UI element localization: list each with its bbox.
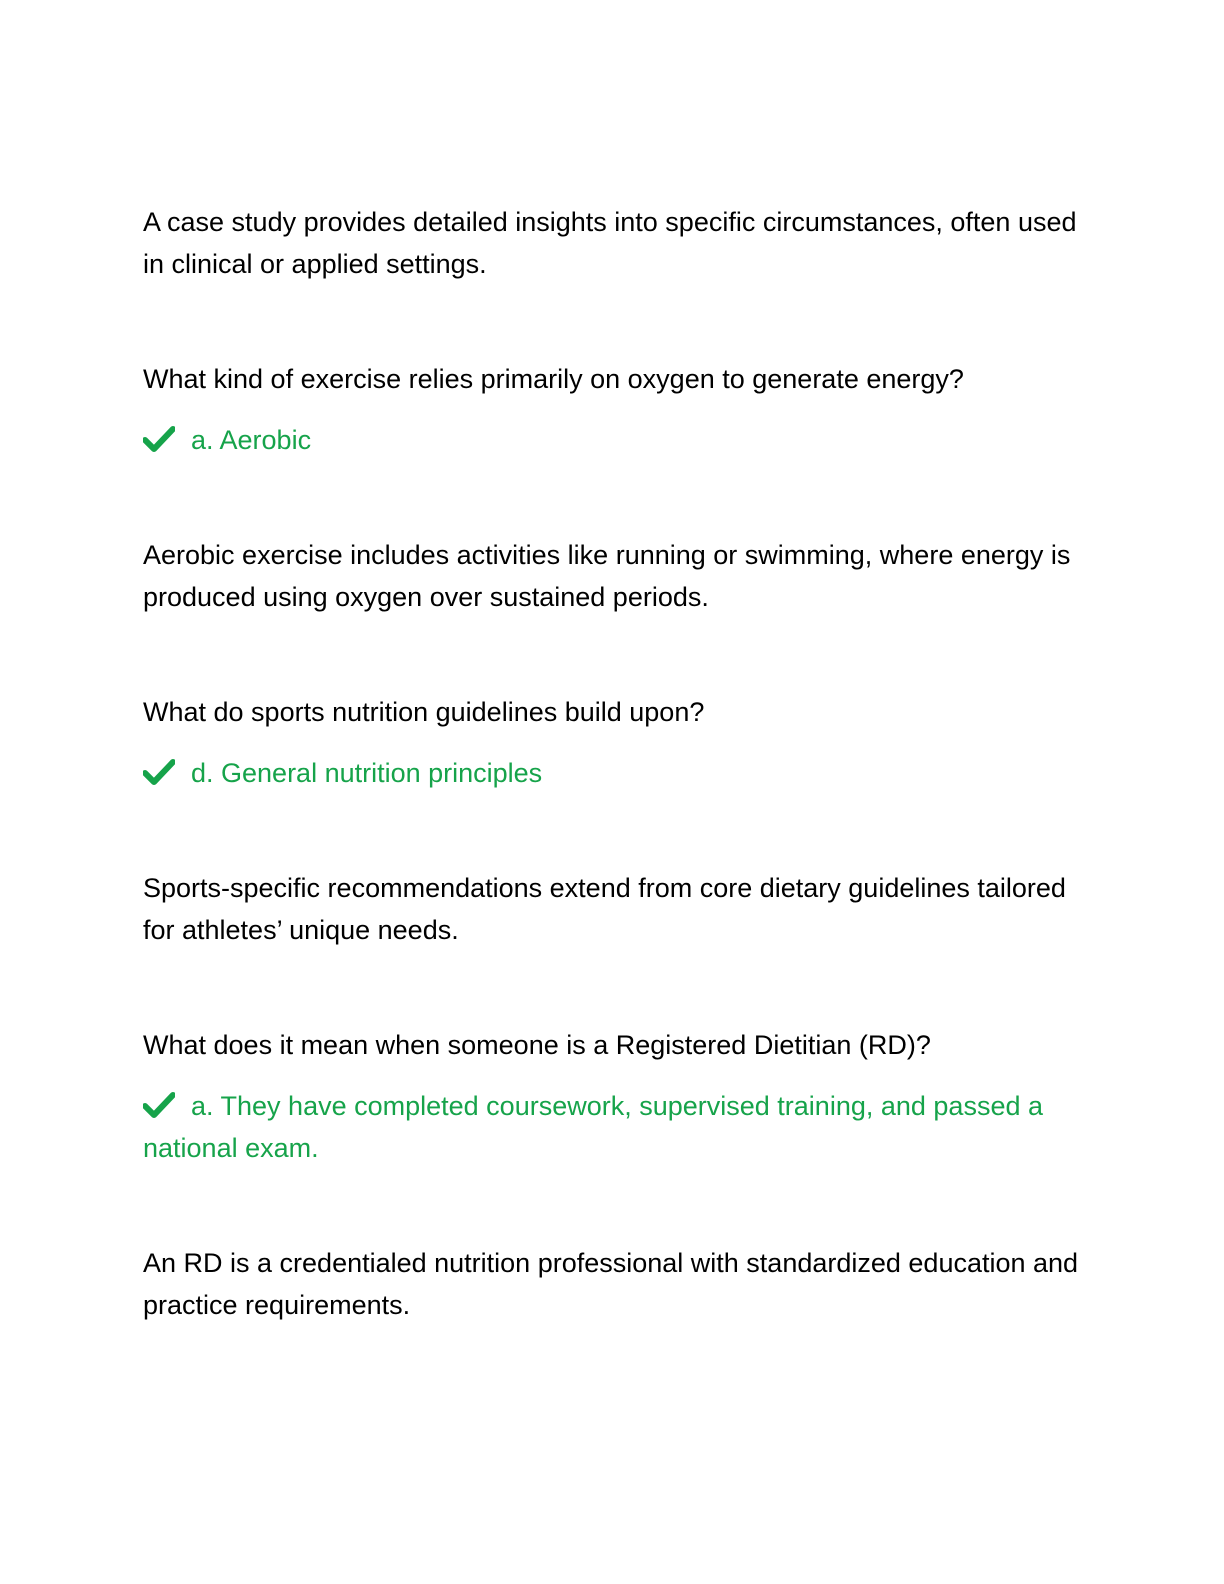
answer-1 — [143, 419, 1083, 461]
checkmark-icon — [143, 426, 175, 452]
answer-1-text: a. Aerobic — [191, 425, 312, 455]
document-content — [143, 201, 1083, 1399]
answer-3 — [143, 1085, 1083, 1169]
answer-2 — [143, 752, 1083, 794]
explanation-2: Sports-specific recommendations extend from core dietary guidelines tailored for athletes’ unique needs. — [143, 873, 1066, 945]
intro-explanation: A case study provides detailed insights into specific circumstances, often used in clinical or applied settings. — [143, 207, 1077, 279]
explanation-3: An RD is a credentialed nutrition professional with standardized education and practice requirements. — [143, 1248, 1079, 1320]
question-3: What does it mean when someone is a Registered Dietitian (RD)? — [143, 1030, 931, 1060]
explanation-1: Aerobic exercise includes activities like running or swimming, where energy is produced using oxygen over sustained periods. — [143, 540, 1071, 612]
checkmark-icon — [143, 759, 175, 785]
question-1: What kind of exercise relies primarily on oxygen to generate energy? — [143, 364, 964, 394]
checkmark-icon — [143, 1092, 175, 1118]
answer-3-text: a. They have completed coursework, supervised training, and passed a national exam. — [143, 1091, 1043, 1163]
answer-2-text: d. General nutrition principles — [191, 758, 543, 788]
question-2: What do sports nutrition guidelines build upon? — [143, 697, 705, 727]
